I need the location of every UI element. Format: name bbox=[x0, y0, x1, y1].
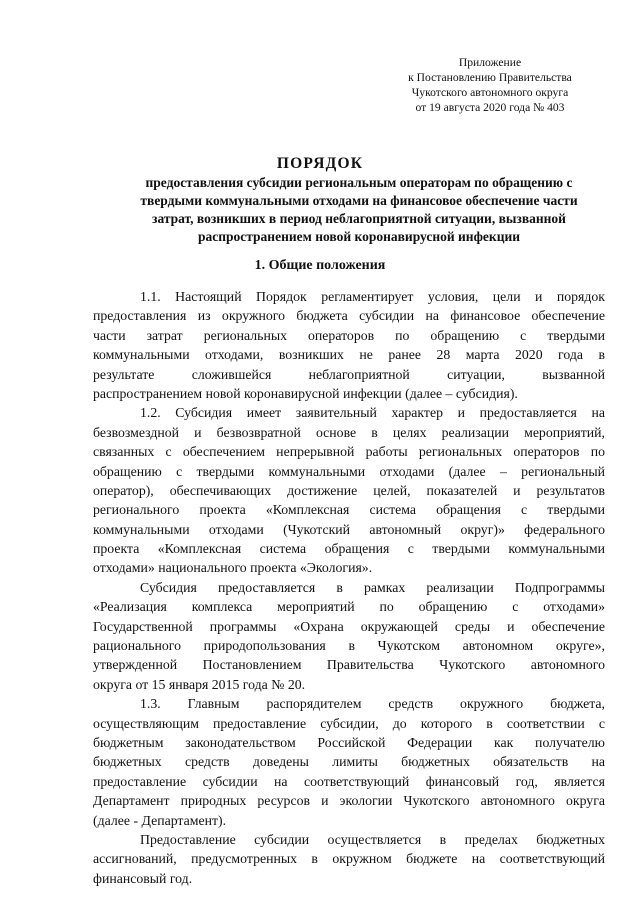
body-line: регионального проекта «Комплексная система обращения с твердыми bbox=[93, 502, 605, 518]
body-line: ассигнований, предусмотренных в окружном бюджете на соответствующий bbox=[93, 851, 605, 867]
paragraph-provision: Предоставление субсидии осуществляется в пределах бюджетных bbox=[140, 831, 605, 847]
appendix-line: Приложение bbox=[458, 56, 522, 69]
body-line: коммунальными отходами, возникших не ранее 28 марта 2020 года в bbox=[93, 347, 605, 363]
body-line: рационального природопользования в Чукотском автономном округе», bbox=[93, 638, 605, 654]
appendix-line: к Постановлению Правительства bbox=[408, 71, 572, 84]
body-line: отходами» национального проекта «Экология». bbox=[93, 560, 373, 576]
body-line: обращению с твердыми коммунальными отходами (далее – региональный bbox=[93, 463, 605, 479]
body-line: утвержденной Постановлением Правительства Чукотского автономного bbox=[93, 657, 605, 673]
paragraph-1-3: 1.3. Главным распорядителем средств окружного бюджета, bbox=[140, 696, 605, 712]
body-line: предоставление субсидии на соответствующий финансовый год, является bbox=[93, 773, 605, 789]
body-line: Департамент природных ресурсов и экологии Чукотского автономного округа bbox=[93, 793, 605, 809]
paragraph-1-2: 1.2. Субсидия имеет заявительный характер и предоставляется на bbox=[140, 405, 605, 421]
subtitle-line: распространением новой коронавирусной инфекции bbox=[197, 229, 521, 244]
appendix-block bbox=[392, 55, 588, 115]
appendix-line: Чукотского автономного округа bbox=[411, 86, 569, 99]
body-line: Государственной программы «Охрана окружающей среды и обеспечение bbox=[93, 618, 605, 634]
body-line: оператор), обеспечивающих достижение целей, показателей и результатов bbox=[93, 482, 605, 498]
body-line: части затрат региональных операторов по обращению с твердыми bbox=[93, 327, 605, 343]
body-line: проекта «Комплексная система обращения с твердыми коммунальными bbox=[93, 541, 605, 557]
section-heading: 1. Общие положения bbox=[254, 258, 386, 273]
body-line: округа от 15 января 2015 года № 20. bbox=[93, 676, 306, 692]
document-title: ПОРЯДОК bbox=[276, 155, 364, 172]
body-line: «Реализация комплекса мероприятий по обращению с отходами» bbox=[93, 599, 605, 615]
body-line: предоставления из окружного бюджета субсидии на финансовое обеспечение bbox=[93, 308, 605, 324]
body-line: (далее - Департамент). bbox=[93, 812, 227, 828]
body-line: распространением новой коронавирусной инфекции (далее – субсидия). bbox=[93, 385, 518, 401]
body-line: результате сложившейся неблагоприятной ситуации, вызванной bbox=[93, 366, 605, 382]
body-line: бюджетным законодательством Российской Федерации как получателю bbox=[93, 734, 605, 750]
subtitle-line: затрат, возникших в период неблагоприятной ситуации, вызванной bbox=[152, 211, 566, 226]
body-line: финансовый год. bbox=[93, 870, 193, 886]
body-line: осуществляющим предоставление субсидии, до которого в соответствии с bbox=[93, 715, 605, 731]
document-subtitle bbox=[128, 174, 590, 246]
body-line: связанных с обеспечением непрерывной работы региональных операторов по bbox=[93, 444, 605, 460]
body-text bbox=[93, 287, 605, 888]
body-line: безвозмездной и безвозвратной основе в целях реализации мероприятий, bbox=[93, 424, 605, 440]
paragraph-subsidy: Субсидия предоставляется в рамках реализации Подпрограммы bbox=[140, 579, 605, 595]
appendix-line: от 19 августа 2020 года № 403 bbox=[415, 101, 565, 114]
subtitle-line: предоставления субсидии региональным операторам по обращению с bbox=[145, 175, 573, 190]
subtitle-line: твердыми коммунальными отходами на финансовое обеспечение части bbox=[140, 193, 578, 208]
body-line: коммунальными отходами (Чукотский автономный округ)» федерального bbox=[93, 521, 605, 537]
paragraph-1-1: 1.1. Настоящий Порядок регламентирует условия, цели и порядок bbox=[140, 289, 605, 304]
body-line: бюджетных средств доведены лимиты бюджетных обязательств на bbox=[93, 754, 605, 770]
